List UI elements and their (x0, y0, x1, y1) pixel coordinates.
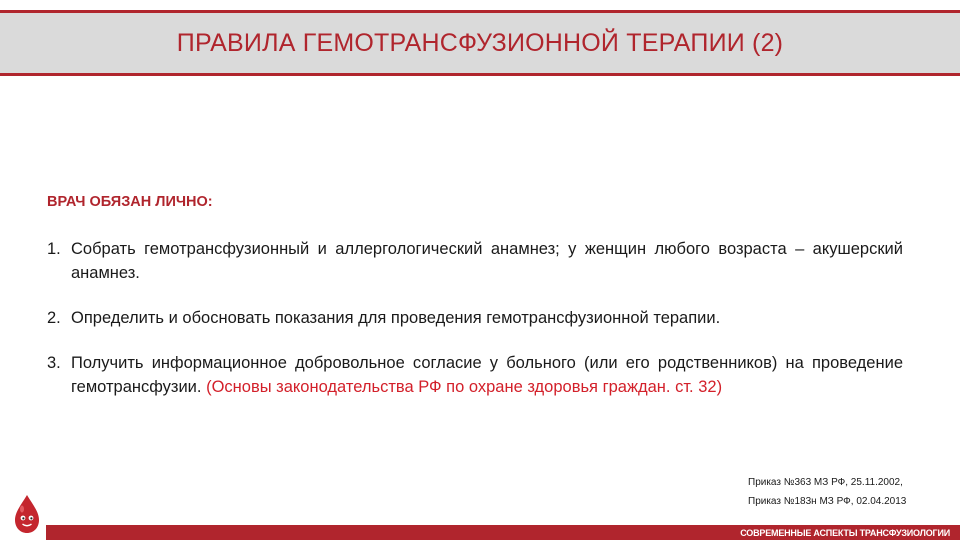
order-line-1: Приказ №363 МЗ РФ, 25.11.2002, (748, 477, 903, 488)
list-item-text (71, 237, 903, 285)
list-item-number: 2. (47, 309, 61, 327)
order-line-2: Приказ №183н МЗ РФ, 02.04.2013 (748, 496, 907, 507)
list-item-text (71, 351, 903, 399)
list-item (47, 237, 903, 285)
list-item-number: 1. (47, 240, 61, 258)
page-title: ПРАВИЛА ГЕМОТРАНСФУЗИОННОЙ ТЕРАПИИ (2) (176, 28, 784, 57)
list-item-body: Собрать гемотрансфузионный и аллергологический анамнез; у женщин любого возраста – акушерский анамнез. (71, 240, 903, 282)
orders-reference (748, 473, 906, 511)
list-item-body: Определить и обосновать показания для проведения гемотрансфузионной терапии. (71, 309, 721, 327)
rules-list (47, 237, 903, 420)
footer-bar (46, 525, 960, 540)
blood-drop-mascot-icon (10, 493, 44, 535)
footer-text: СОВРЕМЕННЫЕ АСПЕКТЫ ТРАНСФУЗИОЛОГИИ (740, 527, 950, 538)
list-item-body: Получить информационное добровольное согласие у больного (или его родственников) на проведение гемотрансфузии. (71, 354, 903, 396)
subheading: ВРАЧ ОБЯЗАН ЛИЧНО: (47, 194, 213, 210)
list-item-text (71, 306, 903, 330)
legal-reference: (Основы законодательства РФ по охране здоровья граждан. ст. 32) (206, 378, 723, 396)
title-bar (0, 10, 960, 76)
list-item (47, 351, 903, 399)
list-item-number: 3. (47, 354, 61, 372)
list-item (47, 306, 903, 330)
